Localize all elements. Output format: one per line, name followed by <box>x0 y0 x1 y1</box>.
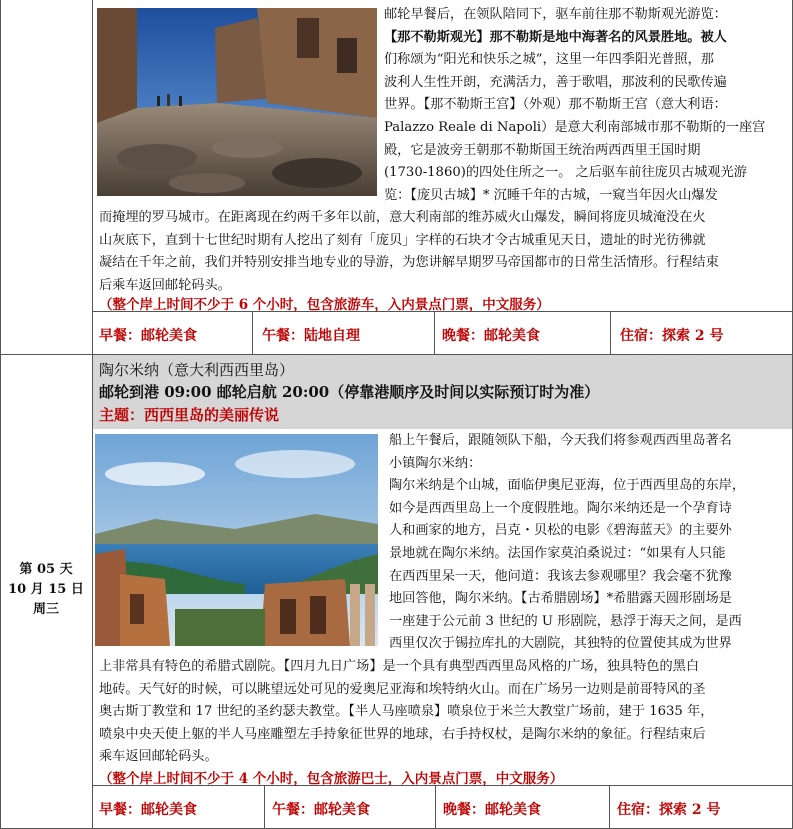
day5-line: 西里仅次于锡拉库扎的大剧院，其独特的位置使其成为世界 <box>389 636 732 652</box>
day4-line: (1730-1860)的四处住所之一。 之后驱车前往庞贝古城观光游 <box>384 165 747 181</box>
day5-theme: 主题：西西里岛的美丽传说 <box>99 406 280 424</box>
day5-title: 陶尔米纳（意大利西西里岛） <box>99 361 295 379</box>
pompeii-ruins-photo <box>97 8 377 196</box>
day5-breakfast: 早餐：邮轮美食 <box>99 802 197 818</box>
day5-description-full <box>99 656 787 769</box>
day5-lunch: 午餐：邮轮美食 <box>272 802 370 818</box>
day4-dinner: 晚餐：邮轮美食 <box>442 328 540 344</box>
day5-line: 上非常具有特色的希腊式剧院。【四月九日广场】是一个具有典型西西里岛风格的广场，独具特色的黑白 <box>99 659 700 674</box>
day5-header <box>93 355 792 429</box>
day5-weekday: 周三 <box>32 602 59 617</box>
day4-line: 邮轮早餐后，在领队陪同下，驱车前往那不勒斯观光游览： <box>384 7 727 22</box>
day4-line: 【那不勒斯观光】那不勒斯是地中海著名的风景胜地。被人 <box>384 29 727 45</box>
day5-schedule: 邮轮到港 09:00 邮轮启航 20:00（停靠港顺序及时间以实际预订时为准） <box>99 383 600 401</box>
day4-line: 凝结在千年之前，我们并特别安排当地专业的导游，为您讲解早期罗马帝国都市的日常生活情形。行程结束 <box>99 255 719 271</box>
day4-line: 览：【庞贝古城】* 沉睡千年的古城，一窥当年因火山爆发 <box>384 187 718 203</box>
day4-description-full <box>99 207 787 297</box>
day5-line: 地砖。天气好的时候，可以眺望远处可见的爱奥尼亚海和埃特纳火山。而在广场另一边则是前哥特风的圣 <box>99 681 706 697</box>
day5-dinner: 晚餐：邮轮美食 <box>443 802 541 818</box>
day4-description <box>384 4 786 207</box>
day5-description <box>389 430 787 656</box>
day5-line: 陶尔米纳是个山城，面临伊奥尼亚海，位于西西里岛的东岸， <box>389 478 746 494</box>
day5-line: 地回答他，陶尔米纳。【古希腊剧场】*希腊露天圆形剧场是 <box>389 591 732 607</box>
day4-lunch: 午餐：陆地自理 <box>262 328 360 344</box>
day5-line: 如今是西西里岛上一个度假胜地。陶尔米纳还是一个孕育诗 <box>389 500 732 516</box>
day4-line: 波利人生性开朗，充满活力，善于歌唱，那波利的民歌传遍 <box>384 74 727 90</box>
day5-line: 喷泉中央天使上躯的半人马座雕塑左手持象征世界的地球，右手持权杖，是陶尔米纳的象征。行程结束后 <box>99 726 706 742</box>
day5-note: （整个岸上时间不少于 4 个小时，包含旅游巴士，入内景点门票，中文服务） <box>99 771 564 787</box>
day5-date-value: 10 月 15 日 <box>8 582 84 597</box>
day4-line: 们称颂为“阳光和快乐之城”，这里一年四季阳光普照，那 <box>384 52 714 68</box>
day5-line: 小镇陶尔米纳： <box>389 455 482 471</box>
day4-line: Palazzo Reale di Napoli）是意大利南部城市那不勒斯的一座宫 <box>384 119 766 135</box>
day4-line: 殿，它是波旁王朝那不勒斯国王统治两西西里王国时期 <box>384 142 701 158</box>
day5-line: 一座建于公元前 3 世纪的 U 形剧院，悬浮于海天之间，是西 <box>389 613 742 629</box>
day4-note: （整个岸上时间不少于 6 个小时，包含旅游车，入内景点门票，中文服务） <box>99 297 550 313</box>
taormina-theatre-photo <box>95 434 378 646</box>
day5-day-number: 第 05 天 <box>19 562 73 577</box>
day5-hotel: 住宿：探索 2 号 <box>617 802 721 818</box>
day4-breakfast: 早餐：邮轮美食 <box>99 328 197 344</box>
day5-date <box>0 560 92 620</box>
day5-line: 景地就在陶尔米纳。法国作家莫泊桑说过：“如果有人只能 <box>389 545 726 561</box>
day5-line: 人和画家的地方，吕克・贝松的电影《碧海蓝天》的主要外 <box>389 523 732 539</box>
day4-line: 而掩埋的罗马城市。在距离现在约两千多年以前，意大利南部的维苏威火山爆发，瞬间将庞贝城淹没在火 <box>99 210 706 225</box>
day5-line: 奥古斯丁教堂和 17 世纪的圣约瑟夫教堂。【半人马座喷泉】喷泉位于米兰大教堂广场前，建于 1635 年， <box>99 704 714 720</box>
day5-line: 乘车返回邮轮码头。 <box>99 749 218 765</box>
day4-hotel: 住宿：探索 2 号 <box>620 328 724 344</box>
day5-line: 船上午餐后，跟随领队下船，今天我们将参观西西里岛著名 <box>389 433 732 448</box>
day4-line: 山灰底下，直到十七世纪时期有人挖出了刻有「庞贝」字样的石块才令古城重见天日，遗址的时光彷彿就 <box>99 232 706 248</box>
day4-line: 世界。【那不勒斯王宫】（外观）那不勒斯王宫（意大利语： <box>384 97 727 113</box>
day5-line: 在西西里呆一天，他问道：我该去参观哪里？我会毫不犹豫 <box>389 568 732 584</box>
day4-line: 后乘车返回邮轮码头。 <box>99 277 231 293</box>
